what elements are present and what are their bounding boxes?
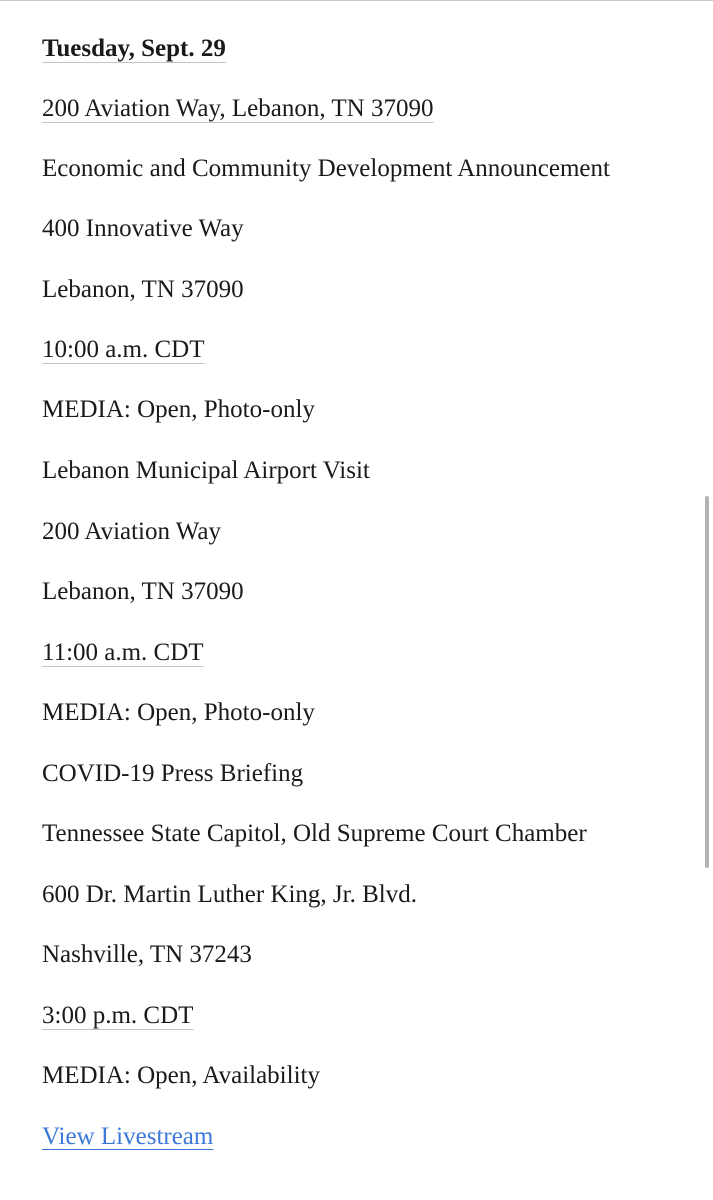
event-media: MEDIA: Open, Availability xyxy=(42,1062,320,1089)
event-time-link[interactable]: 11:00 a.m. CDT xyxy=(42,639,204,666)
address-link[interactable]: 200 Aviation Way, Lebanon, TN 37090 xyxy=(42,95,434,122)
vertical-scrollbar[interactable] xyxy=(705,496,709,868)
event-time-link[interactable]: 10:00 a.m. CDT xyxy=(42,336,205,363)
date-heading: Tuesday, Sept. 29 xyxy=(42,35,226,62)
top-divider xyxy=(0,0,713,1)
event-media: MEDIA: Open, Photo-only xyxy=(42,699,315,726)
event-address-city: Nashville, TN 37243 xyxy=(42,941,252,968)
event-title: COVID-19 Press Briefing xyxy=(42,760,304,787)
event-address-street: 200 Aviation Way xyxy=(42,518,221,545)
event-address-street: 600 Dr. Martin Luther King, Jr. Blvd. xyxy=(42,881,417,908)
event-address-city: Lebanon, TN 37090 xyxy=(42,276,244,303)
event-title: Lebanon Municipal Airport Visit xyxy=(42,457,370,484)
view-livestream-link[interactable]: View Livestream xyxy=(42,1123,214,1150)
event-title: Economic and Community Development Announcement xyxy=(42,155,610,182)
event-address-street: 400 Innovative Way xyxy=(42,215,244,242)
event-location: Tennessee State Capitol, Old Supreme Court Chamber xyxy=(42,820,587,847)
event-media: MEDIA: Open, Photo-only xyxy=(42,396,315,423)
event-time-link[interactable]: 3:00 p.m. CDT xyxy=(42,1002,194,1029)
event-address-city: Lebanon, TN 37090 xyxy=(42,578,244,605)
